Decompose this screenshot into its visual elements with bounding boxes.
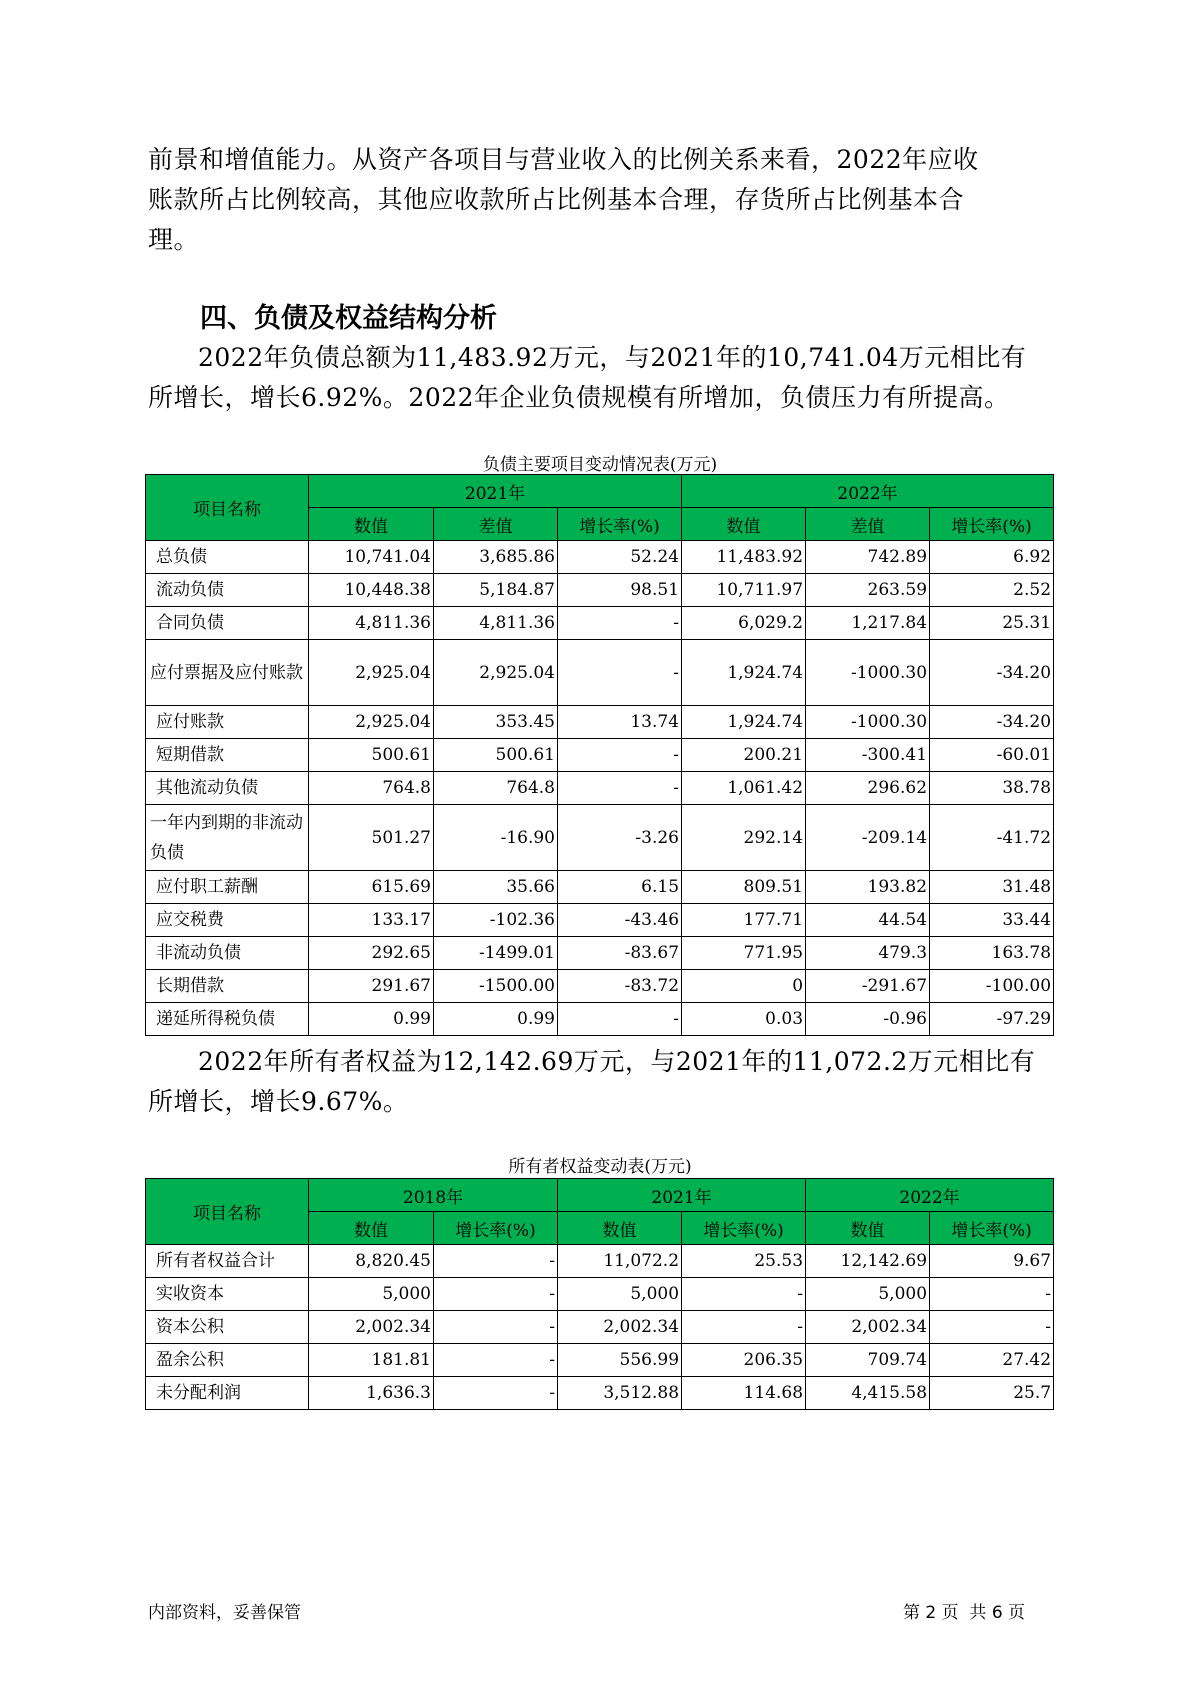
section-heading: 四、负债及权益结构分析	[200, 303, 497, 334]
table-cell: -1000.30	[806, 706, 930, 739]
table-cell: 33.44	[930, 904, 1054, 937]
table-cell: 27.42	[930, 1344, 1054, 1377]
table-cell: 25.53	[682, 1245, 806, 1278]
liability-table	[145, 474, 1054, 1036]
table-cell: 10,711.97	[682, 574, 806, 607]
row-label: 其他流动负债	[146, 772, 309, 805]
table-cell: -97.29	[930, 1003, 1054, 1036]
row-label: 总负债	[146, 541, 309, 574]
table-cell: -3.26	[558, 805, 682, 871]
equity-sub-header: 增长率(%)	[434, 1212, 558, 1245]
table-cell: 5,000	[558, 1278, 682, 1311]
table-cell: 35.66	[434, 871, 558, 904]
table-cell: -	[434, 1278, 558, 1311]
table-cell: 0.99	[434, 1003, 558, 1036]
equity-sub-header: 数值	[309, 1212, 434, 1245]
table-cell: 11,072.2	[558, 1245, 682, 1278]
table-cell: 4,811.36	[309, 607, 434, 640]
table-cell: -	[682, 1311, 806, 1344]
equity-sub-header: 增长率(%)	[930, 1212, 1054, 1245]
row-label: 实收资本	[146, 1278, 309, 1311]
table-cell: 615.69	[309, 871, 434, 904]
table-cell: -209.14	[806, 805, 930, 871]
table-cell: 1,061.42	[682, 772, 806, 805]
table-cell: -	[434, 1344, 558, 1377]
table-cell: 11,483.92	[682, 541, 806, 574]
table-cell: 764.8	[434, 772, 558, 805]
row-label: 递延所得税负债	[146, 1003, 309, 1036]
table-cell: -	[558, 772, 682, 805]
table-row	[146, 1377, 1054, 1410]
liability-sub-header: 差值	[434, 508, 558, 541]
row-label: 盈余公积	[146, 1344, 309, 1377]
table-cell: -300.41	[806, 739, 930, 772]
table-cell: -	[434, 1245, 558, 1278]
intro-line-1: 前景和增值能力。从资产各项目与营业收入的比例关系来看，2022年应收	[148, 145, 979, 174]
table-cell: 353.45	[434, 706, 558, 739]
table-cell: 1,217.84	[806, 607, 930, 640]
table-row	[146, 871, 1054, 904]
table-row	[146, 805, 1054, 871]
liability-sub-header: 差值	[806, 508, 930, 541]
table-cell: -0.96	[806, 1003, 930, 1036]
table-cell: 500.61	[434, 739, 558, 772]
equity-year-header: 2022年	[806, 1179, 1054, 1212]
table-cell: -34.20	[930, 640, 1054, 706]
table-cell: 114.68	[682, 1377, 806, 1410]
row-label: 应交税费	[146, 904, 309, 937]
row-label: 所有者权益合计	[146, 1245, 309, 1278]
table-cell: 5,000	[309, 1278, 434, 1311]
table-cell: 2,925.04	[309, 706, 434, 739]
table-row	[146, 1278, 1054, 1311]
liability-sub-header: 增长率(%)	[930, 508, 1054, 541]
table-cell: -	[558, 640, 682, 706]
liability-table-caption: 负债主要项目变动情况表(万元)	[482, 455, 718, 475]
row-label: 应付职工薪酬	[146, 871, 309, 904]
table-cell: 2,002.34	[558, 1311, 682, 1344]
table-cell: 501.27	[309, 805, 434, 871]
table-cell: 25.31	[930, 607, 1054, 640]
table-cell: 206.35	[682, 1344, 806, 1377]
table-cell: -34.20	[930, 706, 1054, 739]
table-cell: 5,184.87	[434, 574, 558, 607]
table-cell: 479.3	[806, 937, 930, 970]
table-cell: -	[558, 607, 682, 640]
table-cell: -100.00	[930, 970, 1054, 1003]
table-row	[146, 937, 1054, 970]
table-cell: -	[930, 1311, 1054, 1344]
table-cell: 292.14	[682, 805, 806, 871]
table-cell: 8,820.45	[309, 1245, 434, 1278]
row-label: 长期借款	[146, 970, 309, 1003]
liability-para-line-1: 2022年负债总额为11,483.92万元，与2021年的10,741.04万元相比有	[198, 343, 1027, 372]
table-cell: -1000.30	[806, 640, 930, 706]
equity-table-body	[146, 1245, 1054, 1410]
table-cell: 2,002.34	[806, 1311, 930, 1344]
table-cell: -41.72	[930, 805, 1054, 871]
table-cell: 31.48	[930, 871, 1054, 904]
table-cell: 742.89	[806, 541, 930, 574]
row-label: 非流动负债	[146, 937, 309, 970]
table-row	[146, 739, 1054, 772]
table-cell: 98.51	[558, 574, 682, 607]
row-label: 短期借款	[146, 739, 309, 772]
table-row	[146, 772, 1054, 805]
table-cell: 709.74	[806, 1344, 930, 1377]
table-cell: 1,636.3	[309, 1377, 434, 1410]
table-cell: 6.15	[558, 871, 682, 904]
table-cell: -43.46	[558, 904, 682, 937]
row-label: 应付账款	[146, 706, 309, 739]
table-cell: -291.67	[806, 970, 930, 1003]
table-row	[146, 970, 1054, 1003]
table-cell: 6,029.2	[682, 607, 806, 640]
table-cell: 13.74	[558, 706, 682, 739]
table-cell: -16.90	[434, 805, 558, 871]
equity-year-header: 2021年	[558, 1179, 806, 1212]
table-cell: -1499.01	[434, 937, 558, 970]
row-label: 资本公积	[146, 1311, 309, 1344]
table-cell: 193.82	[806, 871, 930, 904]
table-cell: 0.03	[682, 1003, 806, 1036]
table-cell: 10,448.38	[309, 574, 434, 607]
table-cell: -	[558, 1003, 682, 1036]
liability-sub-header: 数值	[309, 508, 434, 541]
table-row	[146, 1344, 1054, 1377]
table-cell: -	[930, 1278, 1054, 1311]
table-cell: 177.71	[682, 904, 806, 937]
row-label: 应付票据及应付账款	[146, 640, 309, 706]
liability-sub-header: 增长率(%)	[558, 508, 682, 541]
liability-year-header: 2021年	[309, 475, 682, 508]
table-cell: 2,925.04	[434, 640, 558, 706]
table-row	[146, 1245, 1054, 1278]
footer-page-number: 第 2 页 共 6 页	[903, 1603, 1026, 1623]
table-row	[146, 541, 1054, 574]
liability-name-header: 项目名称	[146, 475, 309, 541]
intro-line-3: 理。	[148, 225, 200, 254]
equity-sub-header: 增长率(%)	[682, 1212, 806, 1245]
footer-confidential-note: 内部资料，妥善保管	[148, 1603, 301, 1623]
row-label: 一年内到期的非流动负债	[146, 805, 309, 871]
table-cell: 2,002.34	[309, 1311, 434, 1344]
liability-para-line-2: 所增长，增长6.92%。2022年企业负债规模有所增加，负债压力有所提高。	[148, 383, 1010, 412]
table-cell: 296.62	[806, 772, 930, 805]
table-cell: 200.21	[682, 739, 806, 772]
table-row	[146, 640, 1054, 706]
table-cell: 771.95	[682, 937, 806, 970]
equity-table	[145, 1178, 1054, 1410]
table-row	[146, 574, 1054, 607]
equity-table-caption: 所有者权益变动表(万元)	[508, 1157, 692, 1177]
liability-sub-header: 数值	[682, 508, 806, 541]
table-cell: -60.01	[930, 739, 1054, 772]
equity-sub-header: 数值	[558, 1212, 682, 1245]
equity-sub-header: 数值	[806, 1212, 930, 1245]
table-cell: 163.78	[930, 937, 1054, 970]
equity-year-header: 2018年	[309, 1179, 558, 1212]
table-cell: 133.17	[309, 904, 434, 937]
table-cell: 1,924.74	[682, 706, 806, 739]
table-cell: 4,415.58	[806, 1377, 930, 1410]
table-cell: 292.65	[309, 937, 434, 970]
table-cell: -83.72	[558, 970, 682, 1003]
table-cell: -	[558, 739, 682, 772]
table-row	[146, 904, 1054, 937]
table-cell: -	[682, 1278, 806, 1311]
table-cell: 500.61	[309, 739, 434, 772]
table-cell: 2.52	[930, 574, 1054, 607]
table-cell: 9.67	[930, 1245, 1054, 1278]
table-cell: 5,000	[806, 1278, 930, 1311]
table-cell: -	[434, 1311, 558, 1344]
table-cell: -1500.00	[434, 970, 558, 1003]
table-cell: 38.78	[930, 772, 1054, 805]
table-cell: 1,924.74	[682, 640, 806, 706]
table-cell: 3,685.86	[434, 541, 558, 574]
table-cell: -102.36	[434, 904, 558, 937]
table-cell: 25.7	[930, 1377, 1054, 1410]
table-cell: 764.8	[309, 772, 434, 805]
table-cell: 44.54	[806, 904, 930, 937]
table-cell: -	[434, 1377, 558, 1410]
table-cell: 556.99	[558, 1344, 682, 1377]
table-row	[146, 1003, 1054, 1036]
equity-para-line-2: 所增长，增长9.67%。	[148, 1087, 409, 1116]
table-cell: 3,512.88	[558, 1377, 682, 1410]
table-cell: 181.81	[309, 1344, 434, 1377]
intro-line-2: 账款所占比例较高，其他应收款所占比例基本合理，存货所占比例基本合	[148, 185, 965, 214]
table-cell: 2,925.04	[309, 640, 434, 706]
row-label: 流动负债	[146, 574, 309, 607]
table-cell: 4,811.36	[434, 607, 558, 640]
table-cell: 12,142.69	[806, 1245, 930, 1278]
table-cell: 809.51	[682, 871, 806, 904]
equity-para-line-1: 2022年所有者权益为12,142.69万元，与2021年的11,072.2万元相比有	[198, 1047, 1036, 1076]
table-cell: 6.92	[930, 541, 1054, 574]
table-cell: -83.67	[558, 937, 682, 970]
equity-name-header: 项目名称	[146, 1179, 309, 1245]
table-cell: 291.67	[309, 970, 434, 1003]
row-label: 未分配利润	[146, 1377, 309, 1410]
table-row	[146, 706, 1054, 739]
row-label: 合同负债	[146, 607, 309, 640]
table-row	[146, 1311, 1054, 1344]
table-cell: 10,741.04	[309, 541, 434, 574]
liability-table-body	[146, 541, 1054, 1036]
table-cell: 0	[682, 970, 806, 1003]
table-row	[146, 607, 1054, 640]
table-cell: 0.99	[309, 1003, 434, 1036]
table-cell: 263.59	[806, 574, 930, 607]
liability-year-header: 2022年	[682, 475, 1054, 508]
table-cell: 52.24	[558, 541, 682, 574]
